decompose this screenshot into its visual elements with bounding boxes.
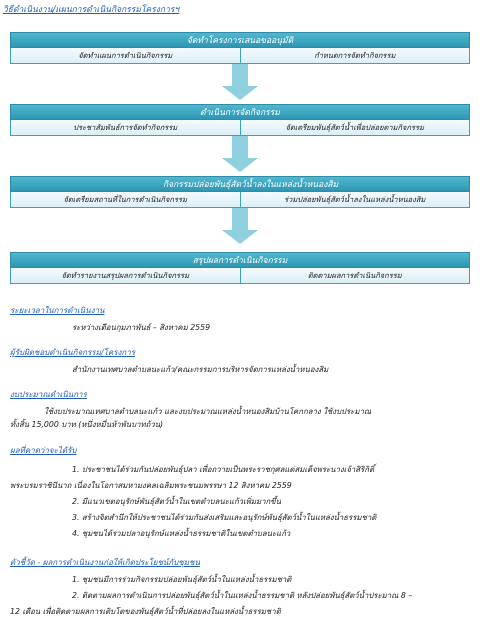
section-budget bbox=[10, 388, 476, 431]
flow-step-left: จัดทำรายงานสรุปผลการดำเนินกิจกรรม bbox=[61, 270, 190, 280]
section-expected-results bbox=[10, 444, 476, 540]
indicator-item: 2. ติดตามผลการดำเนินการปล่อยพันธุ์สัตว์น้ำในแหล่งน้ำธรรมชาติ หลังปล่อยพันธุ์สัตว์น้ำประมาณ 8 – bbox=[72, 591, 413, 600]
result-item-cont: พระบรมราชินีนาถ เนื่องในโอกาสมหามงคลเฉลิมพระชนมพรรษา 12 สิงหาคม 2559 bbox=[10, 481, 292, 490]
flow-arrow-stem bbox=[232, 64, 248, 86]
section-text: ใช้งบประมาณเทศบาลตำบลนะแก้ว และงบประมาณแหล่งน้ำหนองสิมบ้านโคกกลาง ใช้งบประมาณ bbox=[44, 407, 372, 416]
flow-step-2 bbox=[10, 104, 470, 136]
indicator-item-cont: 12 เดือน เพื่อติดตามผลการเติบโตของพันธุ์สัตว์น้ำที่ปล่อยลงในแหล่งน้ำธรรมชาติ bbox=[10, 607, 281, 616]
result-item: 4. ชุมชนได้รวมปลาอนุรักษ์แหล่งน้ำธรรมชาติในเขตตำบลนะแก้ว bbox=[72, 529, 291, 538]
flow-step-right: จัดเตรียมพันธุ์สัตว์น้ำเพื่อปล่อยตามกิจกรรม bbox=[240, 120, 470, 135]
flow-arrow-stem bbox=[232, 208, 248, 230]
section-heading: ผู้รับผิดชอบดำเนินกิจกรรม/โครงการ bbox=[10, 348, 136, 357]
section-responsible bbox=[10, 346, 476, 376]
section-heading: ตัวชี้วัด - ผลการดำเนินงานก่อให้เกิดประโยชน์กับชุมชน bbox=[10, 558, 200, 567]
flow-step-subrow bbox=[10, 192, 470, 208]
section-heading: ระยะเวลาในการดำเนินงาน bbox=[10, 306, 105, 315]
flow-step-header: จัดทำโครงการเสนอขออนุมัติ bbox=[10, 32, 470, 48]
down-arrow-icon bbox=[222, 86, 258, 100]
flow-step-4 bbox=[10, 252, 470, 284]
flow-step-left: จัดทำแผนการดำเนินกิจกรรม bbox=[78, 50, 173, 60]
flow-step-right: ร่วมปล่อยพันธุ์สัตว์น้ำลงในแหล่งน้ำหนองสิม bbox=[240, 192, 470, 207]
result-item: 2. มีแนวเขตอนุรักษ์พันธุ์สัตว์น้ำในเขตตำบลนะแก้วเพิ่มมากขึ้น bbox=[72, 497, 281, 506]
flow-step-1 bbox=[10, 32, 470, 64]
flow-step-header: กิจกรรมปล่อยพันธุ์สัตว์น้ำลงในแหล่งน้ำหนองสิม bbox=[10, 176, 470, 192]
flow-step-subrow bbox=[10, 48, 470, 64]
down-arrow-icon bbox=[222, 158, 258, 172]
flow-step-header: สรุปผลการดำเนินกิจกรรม bbox=[10, 252, 470, 268]
indicator-item: 1. ชุมชนมีการร่วมกิจกรรมปล่อยพันธุ์สัตว์น้ำในแหล่งน้ำธรรมชาติ bbox=[72, 575, 292, 584]
section-text: ระหว่างเดือนกุมภาพันธ์ – สิงหาคม 2559 bbox=[72, 323, 211, 332]
section-indicators bbox=[10, 556, 476, 618]
flow-step-subrow bbox=[10, 120, 470, 136]
flow-step-subrow bbox=[10, 268, 470, 284]
page-title: วิธีดำเนินงาน/แผนการดำเนินกิจกรรมโครงการฯ bbox=[3, 5, 180, 15]
flow-step-right: กำหนดการจัดทำกิจกรรม bbox=[240, 48, 470, 63]
result-item: 1. ประชาชนได้ร่วมกันปล่อยพันธุ์ปลา เพื่อถวายเป็นพระราชกุศลแด่สมเด็จพระนางเจ้าสิริกิติ์ bbox=[72, 465, 375, 474]
section-text: สำนักงานเทศบาลตำบลนะแก้ว/คณะกรรมการบริหารจัดการแหล่งน้ำหนองสิม bbox=[72, 365, 329, 374]
result-item: 3. สร้างจิตสำนึกให้ประชาชนได้ร่วมกันส่งเสริมและอนุรักษ์พันธุ์สัตว์น้ำในแหล่งน้ำธรรมชาติ bbox=[72, 513, 377, 522]
flow-step-left: จัดเตรียมสถานที่ในการดำเนินกิจกรรม bbox=[63, 194, 187, 204]
down-arrow-icon bbox=[222, 230, 258, 244]
section-text: ทั้งสิ้น 15,000 บาท (หนึ่งหมื่นห้าพันบาทถ้วน) bbox=[10, 420, 164, 429]
flow-step-header: ดำเนินการจัดกิจกรรม bbox=[10, 104, 470, 120]
flow-step-left: ประชาสัมพันธ์การจัดทำกิจกรรม bbox=[73, 122, 178, 132]
flow-step-right: ติดตามผลการดำเนินกิจกรรม bbox=[240, 268, 470, 283]
section-period bbox=[10, 304, 476, 334]
section-heading: ผลที่คาดว่าจะได้รับ bbox=[10, 446, 77, 455]
flow-step-3 bbox=[10, 176, 470, 208]
flow-arrow-stem bbox=[232, 136, 248, 158]
section-heading: งบประมาณดำเนินการ bbox=[10, 390, 87, 399]
